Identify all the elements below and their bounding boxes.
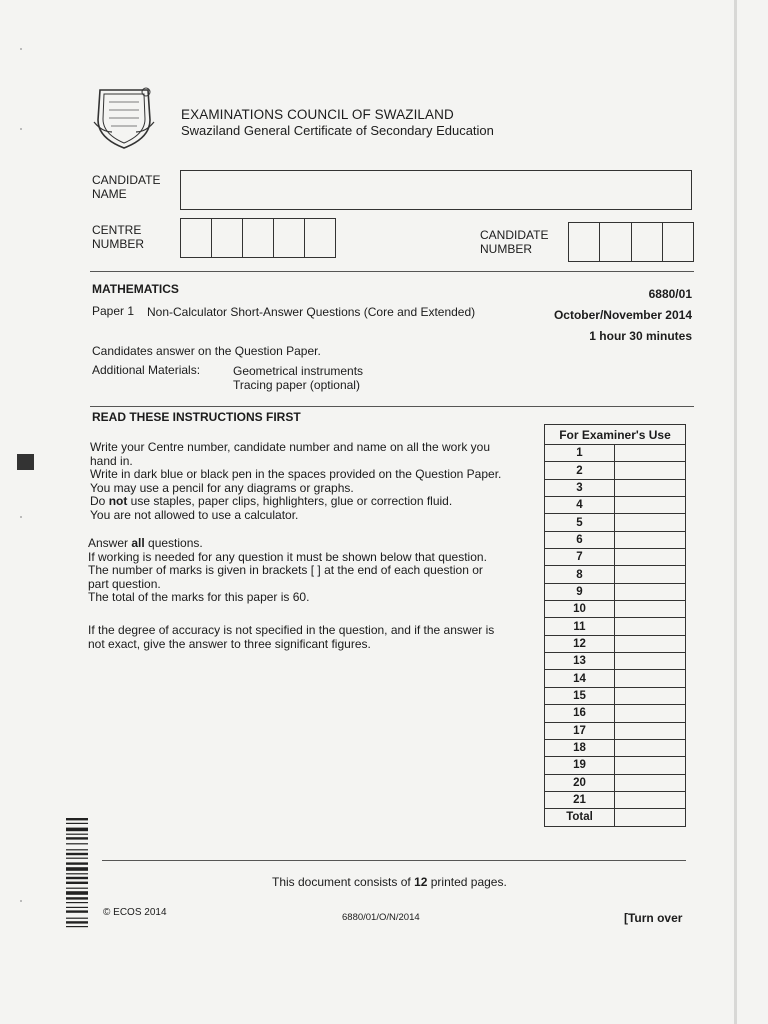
paper-number: Paper 1 — [92, 304, 135, 318]
examiner-table-row — [545, 774, 686, 791]
scan-speck — [20, 516, 22, 518]
mark-cell — [615, 618, 686, 635]
examiner-table-row — [545, 809, 686, 826]
examiner-table-row — [545, 514, 686, 531]
turn-over-note: [Turn over — [624, 911, 683, 925]
examiner-table-row — [545, 601, 686, 618]
question-number: 1 — [545, 445, 615, 462]
document-reference: 6880/01/O/N/2014 — [342, 912, 420, 923]
scan-speck — [20, 128, 22, 130]
question-number: 21 — [545, 791, 615, 808]
question-number: 15 — [545, 687, 615, 704]
question-number: 6 — [545, 531, 615, 548]
instructions-block-1 — [90, 441, 530, 522]
mark-cell — [615, 445, 686, 462]
divider — [90, 271, 694, 272]
mark-cell — [615, 653, 686, 670]
subject-title: MATHEMATICS — [92, 282, 179, 296]
instructions-block-2 — [88, 537, 528, 605]
certificate-title: Swaziland General Certificate of Secondary Education — [181, 123, 494, 138]
centre-number-field[interactable] — [180, 218, 336, 258]
mark-cell — [615, 809, 686, 826]
question-number: 7 — [545, 549, 615, 566]
examiner-table-row — [545, 445, 686, 462]
instruction-line: The number of marks is given in brackets [ ] at the end of each question or — [88, 563, 483, 577]
question-number: 9 — [545, 583, 615, 600]
examiner-table-row — [545, 722, 686, 739]
instruction-line: Answer all questions. — [88, 536, 203, 550]
instruction-line: You may use a pencil for any diagrams or graphs. — [90, 480, 354, 495]
candidate-number-field[interactable] — [568, 222, 694, 262]
examiner-table-row — [545, 618, 686, 635]
examiner-table-row — [545, 531, 686, 548]
instructions-heading: READ THESE INSTRUCTIONS FIRST — [92, 410, 301, 424]
mark-cell — [615, 670, 686, 687]
material-item: Geometrical instruments — [233, 364, 364, 378]
mark-cell — [615, 739, 686, 756]
question-number: 4 — [545, 497, 615, 514]
instruction-line: not exact, give the answer to three significant figures. — [88, 636, 371, 651]
question-number: 12 — [545, 635, 615, 652]
mark-cell — [615, 687, 686, 704]
examiner-table-row — [545, 687, 686, 704]
mark-cell — [615, 635, 686, 652]
examiner-table-row — [545, 497, 686, 514]
instruction-line: part question. — [88, 576, 161, 591]
mark-cell — [615, 531, 686, 548]
mark-cell — [615, 514, 686, 531]
examiner-table-row — [545, 479, 686, 496]
mark-cell — [615, 549, 686, 566]
examiner-table-row — [545, 791, 686, 808]
materials-label: Additional Materials: — [92, 363, 201, 377]
scan-mark — [17, 454, 34, 470]
mark-cell — [615, 757, 686, 774]
mark-cell — [615, 601, 686, 618]
council-crest-icon — [92, 86, 156, 150]
mark-cell — [615, 497, 686, 514]
answer-note: Candidates answer on the Question Paper. — [92, 344, 321, 358]
question-number: 5 — [545, 514, 615, 531]
centre-number-label: CENTRE NUMBER — [92, 223, 145, 251]
paper-code: 6880/01 — [648, 287, 692, 301]
question-number: 13 — [545, 653, 615, 670]
mark-cell — [615, 774, 686, 791]
council-name: EXAMINATIONS COUNCIL OF SWAZILAND — [181, 107, 454, 122]
exam-session: October/November 2014 — [553, 308, 692, 322]
question-number: 3 — [545, 479, 615, 496]
mark-cell — [615, 462, 686, 479]
instruction-line: Write in dark blue or black pen in the spaces provided on the Question Paper. — [90, 467, 502, 481]
question-number: 2 — [545, 462, 615, 479]
question-number: 19 — [545, 757, 615, 774]
examiner-table-row — [545, 670, 686, 687]
instruction-line: If working is needed for any question it must be shown below that question. — [88, 549, 487, 564]
instruction-line: Do not use staples, paper clips, highlighters, glue or correction fluid. — [90, 494, 453, 508]
examiner-table-row — [545, 705, 686, 722]
question-number: 18 — [545, 739, 615, 756]
candidate-name-field[interactable] — [180, 170, 692, 210]
question-number: 17 — [545, 722, 615, 739]
page-edge-shadow — [734, 0, 737, 1024]
mark-cell — [615, 566, 686, 583]
examiner-table-row — [545, 566, 686, 583]
examiner-use-table — [544, 424, 686, 827]
examiner-table-row — [545, 757, 686, 774]
question-number: 8 — [545, 566, 615, 583]
question-number: 11 — [545, 618, 615, 635]
barcode-icon — [66, 818, 88, 936]
exam-duration: 1 hour 30 minutes — [589, 329, 692, 343]
instruction-line: If the degree of accuracy is not specified in the question, and if the answer is — [88, 623, 495, 637]
question-number: 10 — [545, 601, 615, 618]
instruction-line: You are not allowed to use a calculator. — [90, 507, 299, 522]
scan-speck — [20, 48, 22, 50]
instruction-line: The total of the marks for this paper is 60. — [88, 590, 310, 604]
mark-cell — [615, 705, 686, 722]
paper-title: Non-Calculator Short-Answer Questions (Core and Extended) — [147, 305, 476, 319]
instructions-block-3 — [88, 624, 528, 651]
question-number: 16 — [545, 705, 615, 722]
examiner-table-heading: For Examiner's Use — [545, 425, 686, 445]
candidate-name-label: CANDIDATE NAME — [92, 173, 161, 201]
scan-speck — [20, 900, 22, 902]
instruction-line: Write your Centre number, candidate number and name on all the work you — [90, 440, 490, 454]
divider — [102, 860, 686, 861]
examiner-table-row — [545, 549, 686, 566]
examiner-table-row — [545, 653, 686, 670]
mark-cell — [615, 479, 686, 496]
mark-cell — [615, 791, 686, 808]
question-number: Total — [545, 809, 615, 826]
examiner-table-row — [545, 462, 686, 479]
candidate-number-label: CANDIDATE NUMBER — [480, 228, 549, 256]
examiner-table-row — [545, 635, 686, 652]
examiner-table-row — [545, 583, 686, 600]
mark-cell — [615, 722, 686, 739]
material-item: Tracing paper (optional) — [233, 378, 360, 392]
question-number: 20 — [545, 774, 615, 791]
examiner-table-row — [545, 739, 686, 756]
question-number: 14 — [545, 670, 615, 687]
page-count-note: This document consists of 12 printed pages. — [272, 875, 507, 889]
instruction-line: hand in. — [90, 453, 133, 468]
copyright: © ECOS 2014 — [103, 907, 167, 918]
divider — [90, 406, 694, 407]
mark-cell — [615, 583, 686, 600]
